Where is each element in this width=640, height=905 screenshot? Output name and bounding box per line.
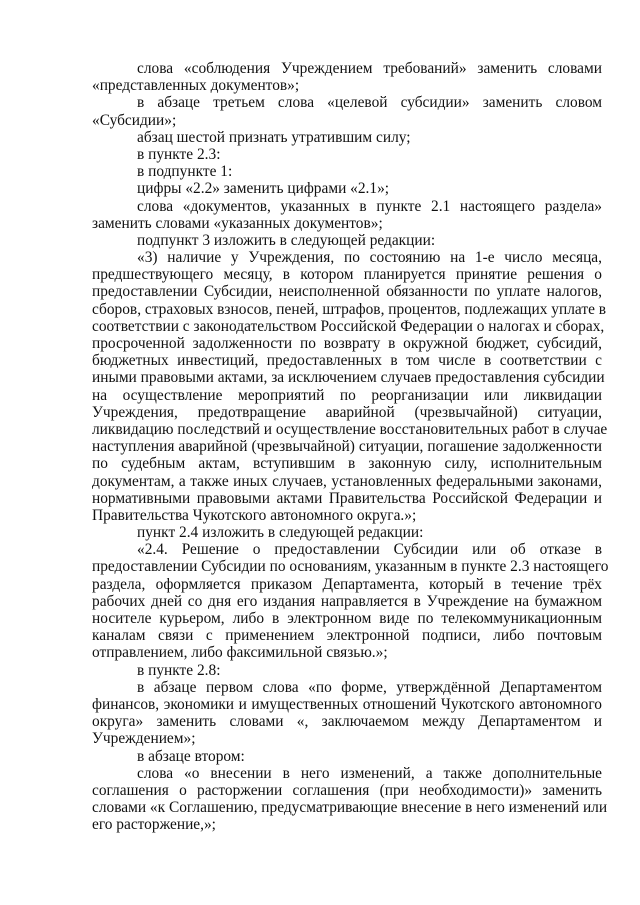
text-line: в пункте 2.3: bbox=[137, 145, 221, 163]
text-line: «2.4. Решение о предоставлении Субсидии или об отказе в bbox=[137, 541, 602, 559]
text-line: в абзаце третьем слова «целевой субсидии» заменить словом bbox=[137, 94, 602, 112]
text-line: документам, а также иных случаев, установленных федеральными законами, bbox=[92, 472, 602, 490]
text-line: пункт 2.4 изложить в следующей редакции: bbox=[137, 524, 424, 542]
text-line: носителе курьером, либо в электронном виде по телекоммуникационным bbox=[92, 610, 602, 627]
text-line: сборов, страховых взносов, пеней, штрафов, процентов, подлежащих уплате в bbox=[92, 300, 607, 318]
text-line: бюджетных инвестиций, предоставленных в том числе в соответствии с bbox=[92, 352, 602, 370]
document-page bbox=[92, 60, 609, 834]
text-line: финансов, экономики и имущественных отношений Чукотского автономного bbox=[92, 695, 602, 713]
text-line: «3) наличие у Учреждения, по состоянию на 1-е число месяца, bbox=[137, 249, 602, 267]
text-line: Учреждением»; bbox=[92, 730, 196, 748]
text-line: подпункт 3 изложить в следующей редакции: bbox=[137, 231, 436, 249]
text-line: слова «соблюдения Учреждением требований» заменить словами bbox=[137, 60, 602, 77]
text-line: Учреждения, предотвращение аварийной (чрезвычайной) ситуации, bbox=[92, 403, 602, 421]
text-line: иными правовыми актами, за исключением случаев предоставления субсидии bbox=[92, 369, 605, 387]
text-line: предшествующего месяцу, в котором планируется принятие решения о bbox=[92, 266, 602, 284]
text-line: на осуществление мероприятий по реорганизации или ликвидации bbox=[92, 386, 602, 404]
text-line: предоставлении Субсидии, неисполненной обязанности по уплате налогов, bbox=[92, 283, 602, 301]
text-line: наступления аварийной (чрезвычайной) ситуации, погашение задолженности bbox=[92, 438, 602, 456]
text-line: раздела, оформляется приказом Департамента, который в течение трёх bbox=[92, 575, 602, 593]
text-line: заменить словами «указанных документов»; bbox=[92, 214, 383, 232]
text-line: каналам связи с применением электронной подписи, либо почтовым bbox=[92, 627, 602, 645]
text-line: его расторжение,»; bbox=[92, 816, 216, 834]
text-line: абзац шестой признать утратившим силу; bbox=[137, 128, 411, 146]
text-line: в абзаце первом слова «по форме, утверждённой Департаментом bbox=[137, 678, 602, 696]
text-line: слова «документов, указанных в пункте 2.1 настоящего раздела» bbox=[137, 197, 602, 215]
text-line: соглашения о расторжении соглашения (при необходимости)» заменить bbox=[92, 781, 602, 799]
text-line: в подпункте 1: bbox=[137, 163, 233, 181]
text-line: «Субсидии»; bbox=[92, 111, 177, 129]
text-line: словами «к Соглашению, предусматривающие внесение в него изменений или bbox=[92, 799, 608, 817]
text-line: просроченной задолженности по возврату в окружной бюджет, субсидий, bbox=[92, 335, 602, 352]
text-line: Правительства Чукотского автономного округа.»; bbox=[92, 506, 417, 524]
text-line: округа» заменить словами «, заключаемом между Департаментом и bbox=[92, 713, 602, 731]
text-line: слова «о внесении в него изменений, а также дополнительные bbox=[137, 764, 602, 782]
text-line: в пункте 2.8: bbox=[137, 661, 221, 679]
text-line: нормативными правовыми актами Правительства Российской Федерации и bbox=[92, 489, 602, 507]
text-line: цифры «2.2» заменить цифрами «2.1»; bbox=[137, 180, 390, 198]
text-line: отправлением, либо факсимильной связью.»; bbox=[92, 644, 388, 662]
text-line: соответствии с законодательством Российской Федерации о налогах и сборах, bbox=[92, 317, 605, 335]
text-line: рабочих дней со дня его издания направляется в Учреждение на бумажном bbox=[92, 592, 602, 610]
text-line: ликвидацию последствий и осуществление восстановительных работ в случае bbox=[92, 420, 608, 438]
text-line: по судебным актам, вступившим в законную силу, исполнительным bbox=[92, 455, 602, 473]
text-line: «представленных документов»; bbox=[92, 77, 300, 95]
text-line: в абзаце втором: bbox=[137, 747, 245, 765]
text-line: предоставлении Субсидии по основаниям, указанным в пункте 2.3 настоящего bbox=[92, 558, 609, 576]
